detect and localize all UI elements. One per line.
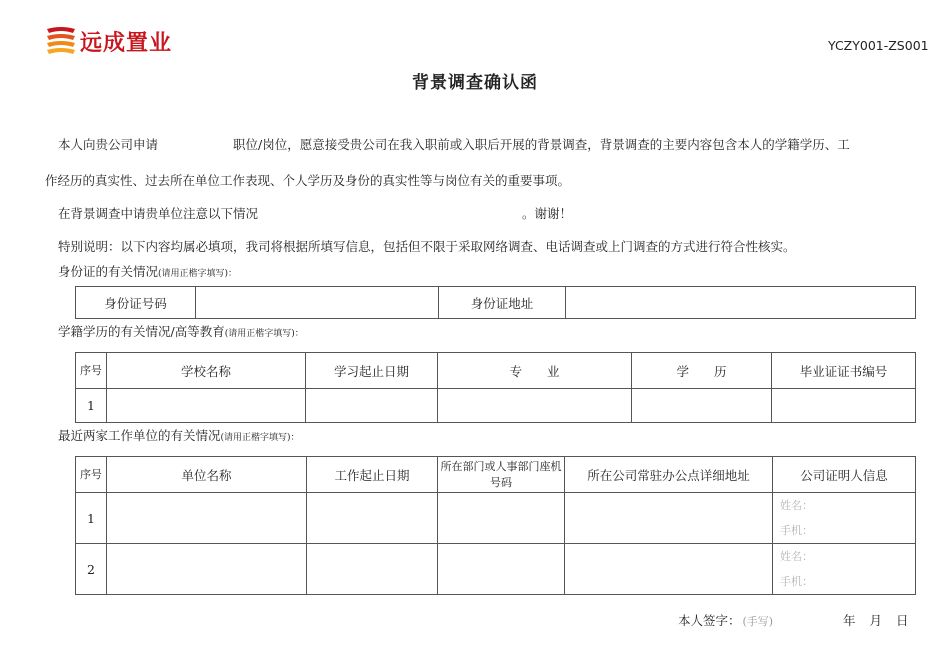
work-row-no: 2 [76,544,107,595]
work-dates-field[interactable] [307,493,438,544]
table-row [76,544,916,595]
reference-phone-placeholder: 手机： [780,524,813,537]
date-line[interactable]: 年 月 日 [843,613,909,628]
brand-name: 远成置业 [80,30,173,56]
id-table [75,286,916,319]
intro-scope-text: 作经历的真实性、过去所在单位工作表现、个人学历及身份的真实性等与岗位有关的重要事项。 [45,173,571,188]
work-header-reference: 公司证明人信息 [773,457,916,493]
work-row-no: 1 [76,493,107,544]
work-phone-field[interactable] [438,544,565,595]
id-section-heading: 身份证的有关情况(请用正楷字填写)： [58,264,238,279]
work-reference-field[interactable] [773,544,916,595]
table-row [76,389,916,423]
edu-header-no: 序号 [76,353,107,389]
intro-consent-text: 职位/岗位，愿意接受贵公司在我入职前或入职后开展的背景调查，背景调查的主要内容包含本人的学籍学历、工 [233,137,850,152]
signature-hint: (手写) [742,615,774,628]
edu-row-no: 1 [76,389,107,423]
id-address-field[interactable] [566,287,916,319]
signature-line[interactable] [678,611,773,629]
work-dates-field[interactable] [307,544,438,595]
work-header-company: 单位名称 [107,457,307,493]
work-header-phone: 所在部门或人事部门座机号码 [438,457,565,493]
edu-cert-field[interactable] [772,389,916,423]
document-code: YCZY001-ZS001 [828,38,929,53]
edu-degree-field[interactable] [632,389,772,423]
edu-header-major: 专 业 [438,353,632,389]
work-address-field[interactable] [565,493,773,544]
id-address-label: 身份证地址 [439,287,566,319]
edu-header-dates: 学习起止日期 [306,353,438,389]
edu-school-field[interactable] [107,389,306,423]
intro-apply-text: 本人向贵公司申请 [58,137,159,152]
edu-major-field[interactable] [438,389,632,423]
work-section-heading: 最近两家工作单位的有关情况(请用正楷字填写)： [58,428,300,443]
work-reference-field[interactable] [773,493,916,544]
work-header-address: 所在公司常驻办公点详细地址 [565,457,773,493]
work-header-no: 序号 [76,457,107,493]
signature-label: 本人签字： [678,613,741,628]
work-company-field[interactable] [107,493,307,544]
edu-header-degree: 学 历 [632,353,772,389]
flame-stripes-logo-icon [45,26,77,56]
reference-name-placeholder: 姓名： [780,499,813,512]
edu-header-cert: 毕业证证书编号 [772,353,916,389]
reference-phone-placeholder: 手机： [780,575,813,588]
id-number-field[interactable] [196,287,439,319]
edu-header-school: 学校名称 [107,353,306,389]
table-row [76,493,916,544]
education-table [75,352,916,423]
intro-thanks-text: 。谢谢！ [522,206,573,221]
work-table [75,456,916,595]
work-header-dates: 工作起止日期 [307,457,438,493]
company-logo [45,25,200,57]
work-phone-field[interactable] [438,493,565,544]
work-address-field[interactable] [565,544,773,595]
page-title: 背景调查确认函 [412,73,538,93]
id-number-label: 身份证号码 [76,287,196,319]
edu-section-heading: 学籍学历的有关情况/高等教育(请用正楷字填写)： [58,324,304,339]
reference-name-placeholder: 姓名： [780,550,813,563]
work-company-field[interactable] [107,544,307,595]
intro-attention-text: 在背景调查中请贵单位注意以下情况 [58,206,259,221]
special-note-text: 特别说明：以下内容均属必填项，我司将根据所填写信息，包括但不限于采取网络调查、电话调查或上门调查的方式进行符合性核实。 [58,239,796,254]
edu-dates-field[interactable] [306,389,438,423]
